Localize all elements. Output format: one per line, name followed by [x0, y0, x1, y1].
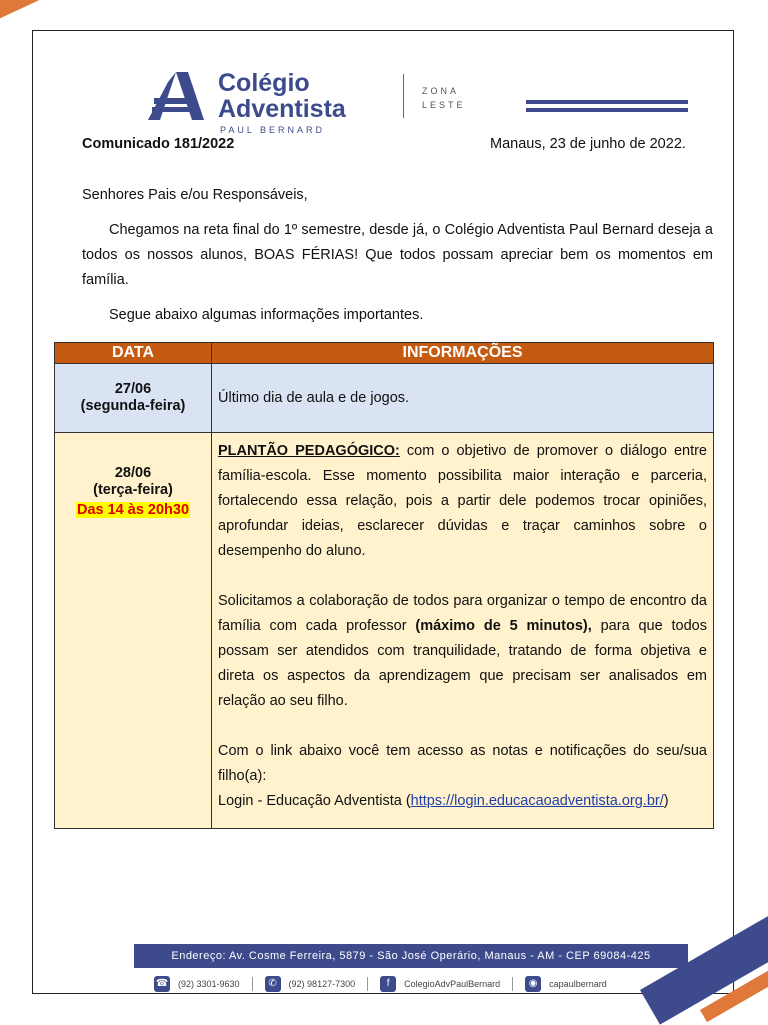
login-suffix: )	[663, 793, 669, 809]
footer-whatsapp: (92) 98127-7300	[288, 979, 356, 989]
instagram-icon: ◉	[525, 976, 541, 992]
link-paragraph: Com o link abaixo você tem acesso as notas e notificações do seu/sua filho(a):	[218, 743, 707, 784]
phone-icon: ☎	[154, 976, 170, 992]
logo-name-line2: Adventista	[218, 95, 346, 123]
logo-a-icon	[148, 72, 204, 120]
col-header-date: DATA	[55, 343, 212, 364]
school-logo	[148, 70, 478, 136]
intro-paragraph: Chegamos na reta final do 1º semestre, desde já, o Colégio Adventista Paul Bernard deseja a todos os nossos alunos, BOAS FÉRIAS! Que todos possam apreciar bem os momentos em família.	[82, 222, 713, 288]
logo-subtitle: PAUL BERNARD	[220, 125, 326, 135]
table-row	[55, 364, 714, 433]
comunicado-number: Comunicado 181/2022	[82, 136, 235, 152]
info-paragraph: Segue abaixo algumas informações importantes.	[109, 307, 424, 323]
whatsapp-icon: ✆	[265, 976, 281, 992]
col-header-info: INFORMAÇÕES	[212, 343, 714, 364]
date-cell	[55, 364, 212, 433]
login-prefix: Login - Educação Adventista (	[218, 793, 411, 809]
footer-facebook: ColegioAdvPaulBernard	[404, 979, 501, 989]
info-cell	[212, 433, 714, 829]
row-date: 27/06	[114, 381, 152, 397]
plantao-title: PLANTÃO PEDAGÓGICO:	[218, 443, 400, 459]
colaboracao-bold: (máximo de 5 minutos),	[415, 618, 592, 634]
plantao-text: com o objetivo de promover o diálogo entre família-escola. Esse momento possibilita maior interação e parceria, fortalecendo essa relação, pois a partir dele podemos trocar opiniões, aprofundar ideias, esclarecer dúvidas e traçar caminhos sobre o desempenho do aluno.	[218, 443, 707, 559]
row-date: 28/06	[114, 465, 152, 481]
logo-zone-line1: ZONA	[422, 86, 460, 96]
logo-zone	[422, 84, 466, 112]
row-weekday: (terça-feira)	[93, 482, 173, 498]
logo-zone-line2: LESTE	[422, 100, 466, 110]
logo-divider	[403, 74, 404, 118]
row-weekday: (segunda-feira)	[80, 398, 186, 414]
facebook-icon: f	[380, 976, 396, 992]
header-lines	[526, 100, 688, 116]
greeting: Senhores Pais e/ou Responsáveis,	[82, 187, 308, 203]
footer-address: Endereço: Av. Cosme Ferreira, 5879 - São José Operário, Manaus - AM - CEP 69084-425	[134, 944, 688, 968]
letter-date: Manaus, 23 de junho de 2022.	[490, 136, 686, 152]
plantao-paragraph	[218, 439, 707, 564]
date-cell	[55, 433, 212, 829]
colaboracao-paragraph	[218, 589, 707, 714]
table-row	[55, 433, 714, 829]
time-highlight: Das 14 às 20h30	[76, 502, 190, 518]
colaboracao-text-1: Solicitamos a colaboração de todos para organizar o tempo de encontro da família com cada professor	[218, 593, 707, 634]
info-table	[54, 342, 714, 829]
logo-name	[218, 70, 346, 122]
login-link[interactable]: https://login.educacaoadventista.org.br/	[410, 793, 664, 809]
colaboracao-text-2: para que todos possam ser atendidos com tranquilidade, tratando de forma objetiva e direta os aspectos da aprendizagem que precisam ser analisados em relação ao seu filho.	[218, 618, 707, 709]
logo-name-line1: Colégio	[218, 69, 310, 97]
footer-instagram: capaulbernard	[549, 979, 607, 989]
login-line	[218, 789, 707, 814]
info-cell: Último dia de aula e de jogos.	[212, 364, 714, 433]
corner-decoration-top-stripe	[0, 0, 76, 21]
footer-contacts	[154, 974, 607, 994]
footer-phone: (92) 3301-9630	[178, 979, 240, 989]
